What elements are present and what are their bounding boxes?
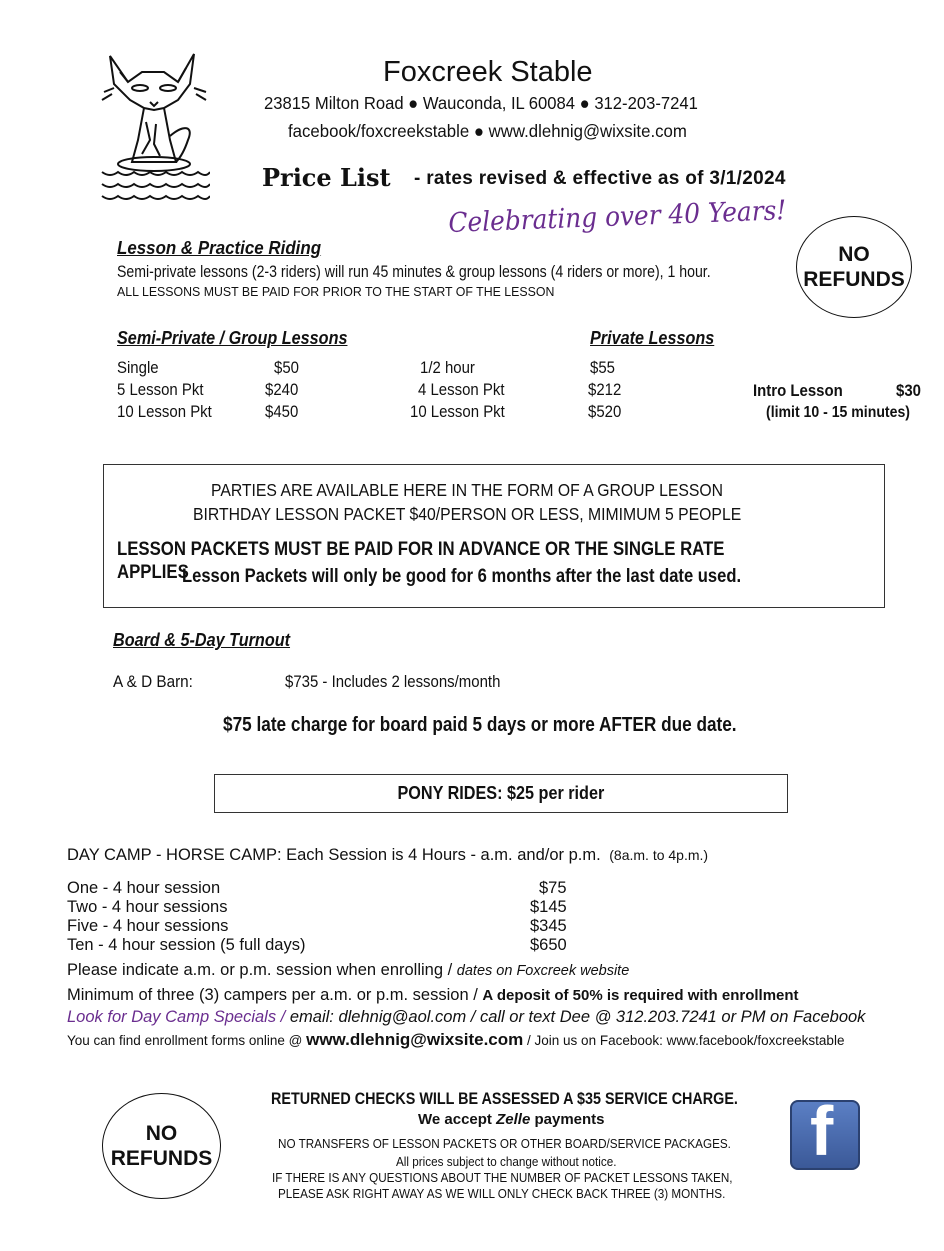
private-row-price: $55 xyxy=(590,358,615,377)
parties-line2: BIRTHDAY LESSON PACKET $40/PERSON OR LESS, MIMIMUM 5 PEOPLE xyxy=(193,504,742,524)
footer-line4: PLEASE ASK RIGHT AWAY AS WE WILL ONLY CHECK BACK THREE (3) MONTHS. xyxy=(278,1186,726,1201)
intro-lesson-label: Intro Lesson xyxy=(753,381,843,400)
footer-line3: IF THERE IS ANY QUESTIONS ABOUT THE NUMBER OF PACKET LESSONS TAKEN, xyxy=(272,1170,733,1185)
private-heading: Private Lessons xyxy=(590,328,715,348)
camp-indicate-text: Please indicate a.m. or p.m. session when enrolling / xyxy=(67,961,453,979)
price-list-title: Price List xyxy=(262,163,391,192)
zelle-text-b: Zelle xyxy=(496,1111,531,1128)
pony-rides-box xyxy=(214,774,788,813)
camp-row-price: $345 xyxy=(530,917,567,935)
camp-forms-text: You can find enrollment forms online @ xyxy=(67,1033,303,1048)
camp-forms-facebook: / Join us on Facebook: www.facebook/foxcreekstable xyxy=(527,1033,845,1048)
zelle-line xyxy=(418,1111,605,1128)
lesson-heading: Lesson & Practice Riding xyxy=(117,238,322,258)
private-row-price: $520 xyxy=(588,402,622,421)
parties-box xyxy=(103,464,885,608)
parties-line4: Lesson Packets will only be good for 6 months after the last date used. xyxy=(182,565,742,587)
pony-rides-text: PONY RIDES: $25 per rider xyxy=(397,783,605,803)
camp-row-name: Ten - 4 hour session (5 full days) xyxy=(67,936,306,954)
parties-line3: LESSON PACKETS MUST BE PAID FOR IN ADVANCE OR THE SINGLE RATE APPLIES xyxy=(117,538,725,583)
semi-row-price: $50 xyxy=(274,358,299,377)
camp-row-price: $75 xyxy=(539,879,567,897)
footer-line2: All prices subject to change without notice. xyxy=(396,1154,617,1169)
camp-deposit-note: A deposit of 50% is required with enrollment xyxy=(482,987,799,1004)
no-refunds-badge-bottom xyxy=(102,1093,221,1199)
fox-logo xyxy=(98,44,210,204)
camp-indicate-italic: dates on Foxcreek website xyxy=(456,963,630,979)
private-row-name: 1/2 hour xyxy=(420,358,475,377)
camp-row-name: Five - 4 hour sessions xyxy=(67,917,229,935)
lesson-notice: ALL LESSONS MUST BE PAID FOR PRIOR TO THE START OF THE LESSON xyxy=(117,284,555,299)
semi-row-price: $450 xyxy=(265,402,299,421)
parties-line1: PARTIES ARE AVAILABLE HERE IN THE FORM OF A GROUP LESSON xyxy=(211,480,724,500)
semi-row-name: 5 Lesson Pkt xyxy=(117,380,204,399)
intro-lesson-note: (limit 10 - 15 minutes) xyxy=(766,404,910,421)
private-row-name: 10 Lesson Pkt xyxy=(410,402,505,421)
camp-heading-text: DAY CAMP - HORSE CAMP: Each Session is 4 Hours - a.m. and/or p.m. xyxy=(67,846,601,864)
social-line: facebook/foxcreekstable ● www.dlehnig@wixsite.com xyxy=(288,121,687,141)
price-list-subtitle: - rates revised & effective as of 3/1/2024 xyxy=(414,168,786,189)
barn-price: $735 - Includes 2 lessons/month xyxy=(285,672,501,691)
zelle-text-a: We accept xyxy=(418,1111,492,1128)
camp-specials-contact: email: dlehnig@aol.com / call or text Dee @ 312.203.7241 or PM on Facebook xyxy=(289,1008,866,1026)
camp-minimum-text: Minimum of three (3) campers per a.m. or p.m. session / xyxy=(67,986,478,1004)
website-link[interactable]: www.dlehnig@wixsite.com xyxy=(306,1030,524,1049)
late-charge-notice: $75 late charge for board paid 5 days or more AFTER due date. xyxy=(223,714,737,736)
semi-row-price: $240 xyxy=(265,380,299,399)
lesson-description: Semi-private lessons (2-3 riders) will run 45 minutes & group lessons (4 riders or more), 1 hour. xyxy=(117,262,711,281)
board-heading: Board & 5-Day Turnout xyxy=(113,630,291,650)
no-refunds-line2: REFUNDS xyxy=(110,1147,213,1170)
camp-minimum xyxy=(67,986,799,1005)
address-line: 23815 Milton Road ● Wauconda, IL 60084 ● 312-203-7241 xyxy=(264,93,698,113)
camp-row-price: $145 xyxy=(530,898,567,916)
camp-hours: (8a.m. to 4p.m.) xyxy=(609,847,709,863)
camp-heading xyxy=(67,846,708,865)
private-row-name: 4 Lesson Pkt xyxy=(418,380,505,399)
camp-row-name: Two - 4 hour sessions xyxy=(67,898,228,916)
semi-private-heading: Semi-Private / Group Lessons xyxy=(117,328,348,348)
facebook-letter: f xyxy=(810,1092,834,1170)
no-refunds-badge-top xyxy=(796,216,912,318)
no-refunds-line2: REFUNDS xyxy=(803,268,905,291)
semi-row-name: 10 Lesson Pkt xyxy=(117,402,212,421)
camp-forms xyxy=(67,1030,844,1050)
facebook-icon[interactable] xyxy=(790,1092,860,1170)
camp-row-name: One - 4 hour session xyxy=(67,879,221,897)
camp-specials xyxy=(67,1008,865,1027)
zelle-text-c: payments xyxy=(534,1111,605,1128)
camp-row-price: $650 xyxy=(530,936,567,954)
intro-lesson-price: $30 xyxy=(896,381,921,400)
private-row-price: $212 xyxy=(588,380,622,399)
semi-row-name: Single xyxy=(117,358,159,377)
no-refunds-line1: NO xyxy=(838,243,870,266)
barn-label: A & D Barn: xyxy=(113,672,193,691)
business-name: Foxcreek Stable xyxy=(383,56,593,88)
footer-line1: NO TRANSFERS OF LESSON PACKETS OR OTHER BOARD/SERVICE PACKAGES. xyxy=(278,1136,731,1151)
camp-specials-label: Look for Day Camp Specials / xyxy=(67,1008,286,1026)
no-refunds-line1: NO xyxy=(145,1122,178,1145)
celebrating-banner: Celebrating over 40 Years! xyxy=(448,195,787,239)
camp-indicate xyxy=(67,961,629,980)
returned-checks-notice: RETURNED CHECKS WILL BE ASSESSED A $35 SERVICE CHARGE. xyxy=(271,1090,738,1108)
